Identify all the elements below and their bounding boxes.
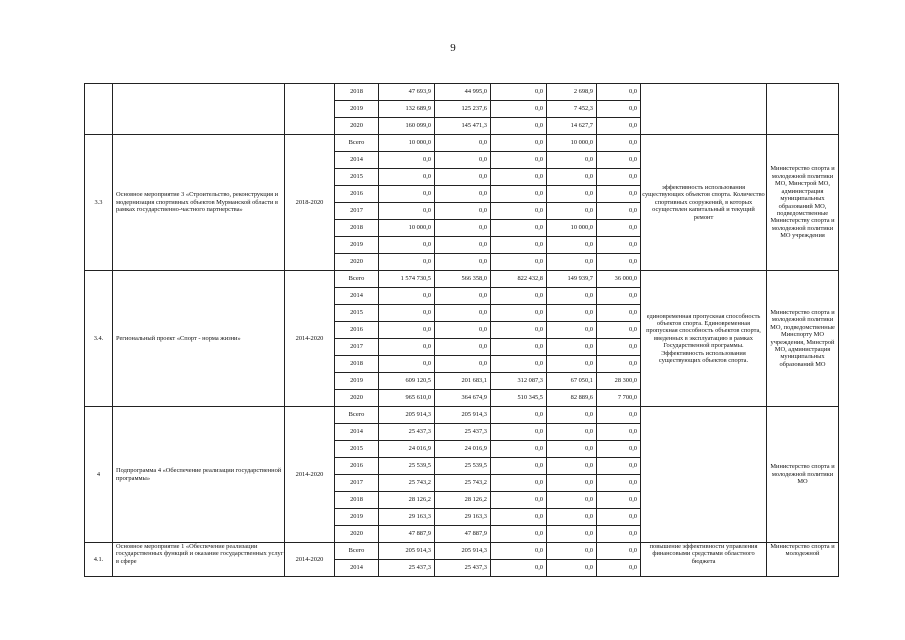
amount-cell: 510 345,5 xyxy=(491,390,547,407)
amount-cell: 1 574 730,5 xyxy=(379,271,435,288)
amount-cell: 0,0 xyxy=(491,169,547,186)
amount-cell: 0,0 xyxy=(547,288,597,305)
amount-cell: 201 683,1 xyxy=(435,373,491,390)
year-cell: 2014 xyxy=(335,152,379,169)
amount-cell: 82 889,6 xyxy=(547,390,597,407)
amount-cell: 0,0 xyxy=(547,356,597,373)
amount-cell: 44 995,0 xyxy=(435,84,491,101)
amount-cell: 0,0 xyxy=(379,356,435,373)
amount-cell: 0,0 xyxy=(547,254,597,271)
amount-cell: 0,0 xyxy=(597,492,641,509)
amount-cell: 28 126,2 xyxy=(379,492,435,509)
amount-cell: 0,0 xyxy=(547,475,597,492)
amount-cell: 0,0 xyxy=(547,169,597,186)
amount-cell: 0,0 xyxy=(491,526,547,543)
indicators-cell: единовременная пропускная способность объектов спорта. Единовременная пропускная способность объектов спорта, введенных в эксплуатацию в рамках Государственной программы. Эффективность использования существующих объектов спорта. xyxy=(641,271,767,407)
amount-cell: 205 914,3 xyxy=(379,543,435,560)
indicators-cell: эффективность использования существующих объектов спорта. Количество спортивных сооружений, в которых осуществлен капитальный и текущий ремонт xyxy=(641,135,767,271)
amount-cell: 0,0 xyxy=(547,407,597,424)
item-number-cell: 4 xyxy=(85,407,113,543)
year-cell: Всего xyxy=(335,543,379,560)
amount-cell: 0,0 xyxy=(547,424,597,441)
amount-cell: 0,0 xyxy=(597,203,641,220)
amount-cell: 0,0 xyxy=(597,407,641,424)
amount-cell: 609 120,5 xyxy=(379,373,435,390)
amount-cell: 10 000,0 xyxy=(547,135,597,152)
year-cell: 2016 xyxy=(335,186,379,203)
amount-cell: 0,0 xyxy=(435,288,491,305)
amount-cell: 29 163,3 xyxy=(379,509,435,526)
period-cell: 2014-2020 xyxy=(285,407,335,543)
amount-cell: 0,0 xyxy=(435,322,491,339)
amount-cell: 7 700,0 xyxy=(597,390,641,407)
amount-cell: 0,0 xyxy=(547,543,597,560)
year-cell: 2019 xyxy=(335,373,379,390)
amount-cell: 125 237,6 xyxy=(435,101,491,118)
period-cell: 2014-2020 xyxy=(285,271,335,407)
amount-cell: 0,0 xyxy=(597,237,641,254)
year-cell: 2015 xyxy=(335,169,379,186)
amount-cell: 145 471,3 xyxy=(435,118,491,135)
continued-number-cell xyxy=(85,84,113,135)
amount-cell: 2 698,9 xyxy=(547,84,597,101)
amount-cell: 0,0 xyxy=(597,152,641,169)
amount-cell: 0,0 xyxy=(597,356,641,373)
amount-cell: 0,0 xyxy=(547,526,597,543)
program-financing-table xyxy=(84,83,839,577)
item-name-cell: Основное мероприятие 3 «Строительство, реконструкция и модернизация спортивных объектов Мурманской области в рамках государственно-частного партнерства» xyxy=(113,135,285,271)
year-cell: 2020 xyxy=(335,390,379,407)
amount-cell: 36 000,0 xyxy=(597,271,641,288)
amount-cell: 25 437,3 xyxy=(435,560,491,577)
amount-cell: 0,0 xyxy=(491,152,547,169)
amount-cell: 10 000,0 xyxy=(379,135,435,152)
year-cell: 2020 xyxy=(335,254,379,271)
executor-cell: Министерство спорта и молодежной политики МО, Минстрой МО, администрация муниципальных образований МО, подведомственные Министерству спорта и молодежной политики МО учреждения xyxy=(767,135,839,271)
amount-cell: 47 693,9 xyxy=(379,84,435,101)
amount-cell: 0,0 xyxy=(491,424,547,441)
item-name-cell: Основное мероприятие 1 «Обеспечение реализации государственных функций и оказание государственных услуг в сфере xyxy=(113,543,285,577)
amount-cell: 0,0 xyxy=(435,203,491,220)
amount-cell: 25 539,5 xyxy=(379,458,435,475)
amount-cell: 0,0 xyxy=(491,101,547,118)
amount-cell: 0,0 xyxy=(491,186,547,203)
indicators-cell xyxy=(641,407,767,543)
amount-cell: 0,0 xyxy=(491,560,547,577)
amount-cell: 0,0 xyxy=(435,186,491,203)
amount-cell: 0,0 xyxy=(491,322,547,339)
amount-cell: 0,0 xyxy=(491,203,547,220)
amount-cell: 0,0 xyxy=(547,509,597,526)
year-cell: 2014 xyxy=(335,560,379,577)
amount-cell: 0,0 xyxy=(491,237,547,254)
year-cell: 2020 xyxy=(335,526,379,543)
amount-cell: 0,0 xyxy=(379,186,435,203)
amount-cell: 0,0 xyxy=(597,220,641,237)
continued-executor-cell xyxy=(767,84,839,135)
amount-cell: 0,0 xyxy=(435,356,491,373)
amount-cell: 0,0 xyxy=(379,288,435,305)
page-number: 9 xyxy=(450,42,456,54)
amount-cell: 0,0 xyxy=(597,441,641,458)
period-cell: 2018-2020 xyxy=(285,135,335,271)
amount-cell: 0,0 xyxy=(547,458,597,475)
continued-name-cell xyxy=(113,84,285,135)
amount-cell: 0,0 xyxy=(491,339,547,356)
year-cell: 2014 xyxy=(335,424,379,441)
year-cell: 2018 xyxy=(335,220,379,237)
amount-cell: 364 674,9 xyxy=(435,390,491,407)
year-cell: 2017 xyxy=(335,475,379,492)
amount-cell: 0,0 xyxy=(597,526,641,543)
amount-cell: 10 000,0 xyxy=(547,220,597,237)
year-cell: 2015 xyxy=(335,441,379,458)
executor-cell: Министерство спорта и молодежной политики МО, подведомственные Минспорту МО учреждения, Минстрой МО, администрация муниципальных образований МО xyxy=(767,271,839,407)
amount-cell: 0,0 xyxy=(379,339,435,356)
amount-cell: 10 000,0 xyxy=(379,220,435,237)
amount-cell: 47 887,9 xyxy=(379,526,435,543)
executor-cell: Министерство спорта и молодежной xyxy=(767,543,839,577)
table-row xyxy=(85,271,839,288)
year-cell: 2019 xyxy=(335,509,379,526)
amount-cell: 0,0 xyxy=(597,186,641,203)
amount-cell: 7 452,3 xyxy=(547,101,597,118)
item-number-cell: 4.1. xyxy=(85,543,113,577)
amount-cell: 0,0 xyxy=(491,288,547,305)
amount-cell: 0,0 xyxy=(491,356,547,373)
amount-cell: 25 437,3 xyxy=(435,424,491,441)
indicators-cell: повышение эффективности управления финансовыми средствами областного бюджета xyxy=(641,543,767,577)
amount-cell: 0,0 xyxy=(491,220,547,237)
amount-cell: 132 689,9 xyxy=(379,101,435,118)
amount-cell: 14 627,7 xyxy=(547,118,597,135)
amount-cell: 0,0 xyxy=(597,84,641,101)
amount-cell: 0,0 xyxy=(379,169,435,186)
amount-cell: 0,0 xyxy=(597,135,641,152)
amount-cell: 0,0 xyxy=(547,339,597,356)
item-number-cell: 3.3 xyxy=(85,135,113,271)
year-cell: 2016 xyxy=(335,322,379,339)
amount-cell: 28 300,0 xyxy=(597,373,641,390)
year-cell: Всего xyxy=(335,271,379,288)
amount-cell: 0,0 xyxy=(435,169,491,186)
table-row xyxy=(85,543,839,560)
amount-cell: 29 163,3 xyxy=(435,509,491,526)
amount-cell: 0,0 xyxy=(597,118,641,135)
executor-cell: Министерство спорта и молодежной политики МО xyxy=(767,407,839,543)
amount-cell: 0,0 xyxy=(547,492,597,509)
amount-cell: 0,0 xyxy=(379,305,435,322)
amount-cell: 822 432,8 xyxy=(491,271,547,288)
amount-cell: 0,0 xyxy=(597,543,641,560)
item-number-cell: 3.4. xyxy=(85,271,113,407)
amount-cell: 0,0 xyxy=(491,509,547,526)
amount-cell: 0,0 xyxy=(379,203,435,220)
amount-cell: 965 610,0 xyxy=(379,390,435,407)
amount-cell: 0,0 xyxy=(597,254,641,271)
year-cell: 2018 xyxy=(335,84,379,101)
amount-cell: 25 437,3 xyxy=(379,424,435,441)
amount-cell: 0,0 xyxy=(491,84,547,101)
amount-cell: 149 939,7 xyxy=(547,271,597,288)
amount-cell: 0,0 xyxy=(597,509,641,526)
table-row xyxy=(85,135,839,152)
amount-cell: 0,0 xyxy=(435,339,491,356)
item-name-cell: Региональный проект «Спорт - норма жизни» xyxy=(113,271,285,407)
amount-cell: 0,0 xyxy=(491,543,547,560)
amount-cell: 0,0 xyxy=(547,441,597,458)
amount-cell: 0,0 xyxy=(547,560,597,577)
year-cell: 2018 xyxy=(335,492,379,509)
continued-period-cell xyxy=(285,84,335,135)
amount-cell: 0,0 xyxy=(597,560,641,577)
continued-indicators-cell xyxy=(641,84,767,135)
year-cell: 2014 xyxy=(335,288,379,305)
amount-cell: 0,0 xyxy=(547,237,597,254)
amount-cell: 47 887,9 xyxy=(435,526,491,543)
table-row xyxy=(85,84,839,101)
amount-cell: 0,0 xyxy=(435,135,491,152)
year-cell: 2019 xyxy=(335,237,379,254)
year-cell: 2017 xyxy=(335,203,379,220)
amount-cell: 0,0 xyxy=(435,152,491,169)
amount-cell: 312 087,3 xyxy=(491,373,547,390)
amount-cell: 0,0 xyxy=(597,288,641,305)
amount-cell: 0,0 xyxy=(547,203,597,220)
amount-cell: 0,0 xyxy=(491,441,547,458)
item-name-cell: Подпрограмма 4 «Обеспечение реализации государственной программы» xyxy=(113,407,285,543)
amount-cell: 0,0 xyxy=(379,254,435,271)
period-cell: 2014-2020 xyxy=(285,543,335,577)
year-cell: Всего xyxy=(335,407,379,424)
amount-cell: 0,0 xyxy=(491,475,547,492)
amount-cell: 0,0 xyxy=(491,458,547,475)
amount-cell: 0,0 xyxy=(491,492,547,509)
amount-cell: 0,0 xyxy=(379,237,435,254)
amount-cell: 566 358,0 xyxy=(435,271,491,288)
year-cell: 2020 xyxy=(335,118,379,135)
amount-cell: 205 914,3 xyxy=(435,543,491,560)
year-cell: 2018 xyxy=(335,356,379,373)
amount-cell: 25 743,2 xyxy=(379,475,435,492)
year-cell: 2019 xyxy=(335,101,379,118)
amount-cell: 0,0 xyxy=(597,424,641,441)
amount-cell: 0,0 xyxy=(547,322,597,339)
amount-cell: 0,0 xyxy=(597,458,641,475)
amount-cell: 25 539,5 xyxy=(435,458,491,475)
year-cell: 2017 xyxy=(335,339,379,356)
amount-cell: 0,0 xyxy=(379,152,435,169)
amount-cell: 24 016,9 xyxy=(379,441,435,458)
amount-cell: 0,0 xyxy=(491,407,547,424)
amount-cell: 0,0 xyxy=(597,475,641,492)
amount-cell: 0,0 xyxy=(491,118,547,135)
amount-cell: 0,0 xyxy=(597,169,641,186)
year-cell: Всего xyxy=(335,135,379,152)
amount-cell: 25 437,3 xyxy=(379,560,435,577)
amount-cell: 0,0 xyxy=(597,101,641,118)
amount-cell: 0,0 xyxy=(547,186,597,203)
amount-cell: 0,0 xyxy=(491,305,547,322)
amount-cell: 205 914,3 xyxy=(379,407,435,424)
amount-cell: 0,0 xyxy=(547,305,597,322)
amount-cell: 67 050,1 xyxy=(547,373,597,390)
amount-cell: 0,0 xyxy=(597,322,641,339)
amount-cell: 0,0 xyxy=(379,322,435,339)
amount-cell: 0,0 xyxy=(435,220,491,237)
amount-cell: 0,0 xyxy=(491,254,547,271)
year-cell: 2015 xyxy=(335,305,379,322)
amount-cell: 0,0 xyxy=(491,135,547,152)
amount-cell: 28 126,2 xyxy=(435,492,491,509)
amount-cell: 25 743,2 xyxy=(435,475,491,492)
amount-cell: 24 016,9 xyxy=(435,441,491,458)
amount-cell: 0,0 xyxy=(435,254,491,271)
table-row xyxy=(85,407,839,424)
amount-cell: 0,0 xyxy=(435,305,491,322)
amount-cell: 0,0 xyxy=(547,152,597,169)
amount-cell: 160 099,0 xyxy=(379,118,435,135)
amount-cell: 0,0 xyxy=(597,305,641,322)
year-cell: 2016 xyxy=(335,458,379,475)
amount-cell: 205 914,3 xyxy=(435,407,491,424)
amount-cell: 0,0 xyxy=(597,339,641,356)
amount-cell: 0,0 xyxy=(435,237,491,254)
